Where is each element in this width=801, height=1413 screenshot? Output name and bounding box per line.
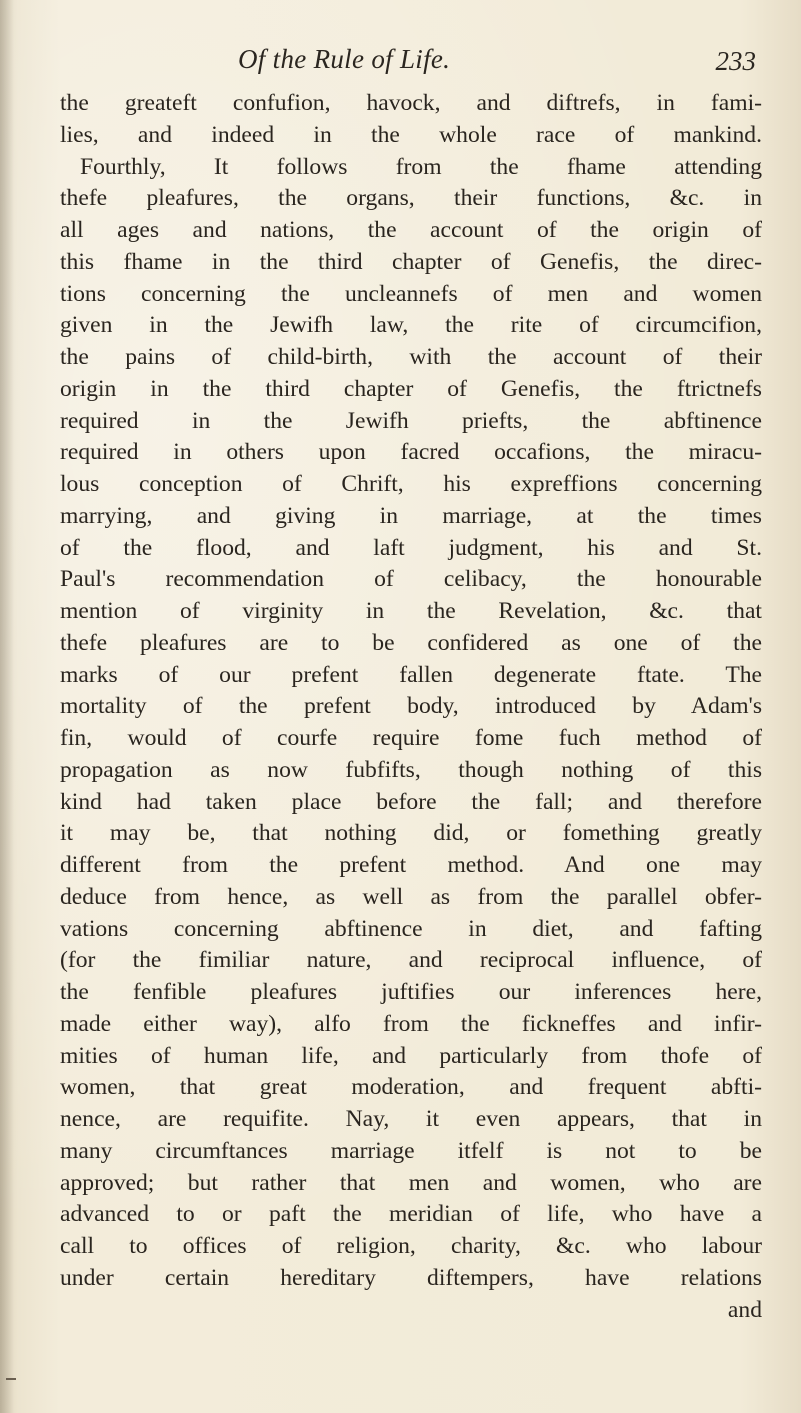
text-line: mortality of the prefent body, introduced by Adam's	[60, 693, 762, 720]
text-line: the pains of child-birth, with the account of their	[60, 344, 762, 370]
text-line: required in others upon facred occafions, the miracu-	[60, 439, 762, 466]
text-line: vations concerning abftinence in diet, and fafting	[60, 915, 762, 942]
text-line: lous conception of Chrift, his expreffions concerning	[60, 471, 762, 497]
text-line: mention of virginity in the Revelation, &c. that	[60, 598, 762, 624]
running-head	[58, 36, 758, 82]
text-line: Fourthly, It follows from the fhame attending	[80, 153, 762, 180]
body-text	[60, 88, 762, 1326]
text-line: different from the prefent method. And one may	[60, 852, 762, 878]
text-line: made either way), alfo from the fickneffes and infir-	[60, 1010, 762, 1037]
text-line: deduce from hence, as well as from the parallel obfer-	[60, 883, 762, 910]
text-line: all ages and nations, the account of the origin of	[60, 217, 762, 243]
text-line: of the flood, and laft judgment, his and St.	[60, 534, 762, 561]
text-line: thefe pleafures, the organs, their functions, &c. in	[60, 185, 762, 212]
text-line: call to offices of religion, charity, &c. who labour	[60, 1233, 762, 1259]
text-line: marks of our prefent fallen degenerate ftate. The	[60, 661, 762, 688]
text-line: advanced to or paft the meridian of life, who have a	[60, 1201, 762, 1228]
text-line: many circumftances marriage itfelf is not to be	[60, 1137, 762, 1164]
text-line: tions concerning the uncleannefs of men and women	[60, 280, 762, 307]
text-line: it may be, that nothing did, or fomething greatly	[60, 820, 762, 847]
text-line: kind had taken place before the fall; and therefore	[60, 788, 762, 815]
text-line: Paul's recommendation of celibacy, the honourable	[60, 566, 762, 593]
text-line: the fenfible pleafures juftifies our inferences here,	[60, 979, 762, 1005]
gutter-shadow	[0, 0, 14, 1413]
text-line: lies, and indeed in the whole race of mankind.	[60, 121, 762, 148]
text-line: fin, would of courfe require fome fuch method of	[60, 725, 762, 751]
page-number: 233	[715, 46, 756, 76]
running-head-title: Of the Rule of Life.	[238, 44, 451, 74]
text-line: given in the Jewifh law, the rite of circumcifion,	[60, 312, 762, 339]
text-line: this fhame in the third chapter of Genefis, the direc-	[60, 248, 762, 275]
catchword: and	[727, 1296, 762, 1323]
ink-mark	[6, 1378, 16, 1380]
text-line: marrying, and giving in marriage, at the times	[60, 502, 762, 529]
text-line: origin in the third chapter of Genefis, the ftrictnefs	[60, 375, 762, 402]
text-line: under certain hereditary diftempers, have relations	[60, 1264, 762, 1291]
text-line: (for the fimiliar nature, and reciprocal influence, of	[60, 947, 762, 974]
text-line: mities of human life, and particularly from thofe of	[60, 1042, 762, 1069]
text-line: required in the Jewifh priefts, the abftinence	[60, 407, 762, 434]
text-line: thefe pleafures are to be confidered as one of the	[60, 629, 762, 656]
text-line: nence, are requifite. Nay, it even appears, that in	[60, 1106, 762, 1132]
text-line: approved; but rather that men and women, who are	[60, 1169, 762, 1196]
text-line: women, that great moderation, and frequent abfti-	[60, 1074, 762, 1101]
text-line: the greateft confufion, havock, and diftrefs, in fami-	[60, 90, 762, 116]
text-line: propagation as now fubfifts, though nothing of this	[60, 756, 762, 783]
